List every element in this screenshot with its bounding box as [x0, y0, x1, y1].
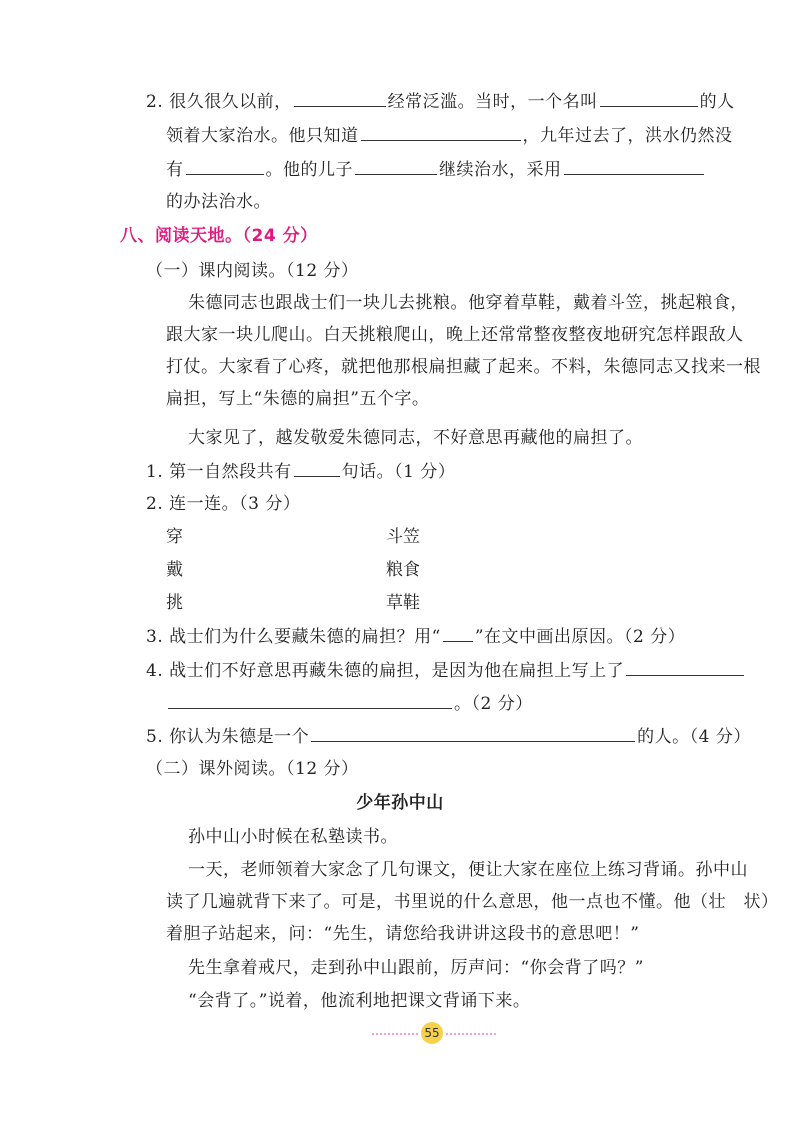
answer-blank[interactable]: [564, 158, 704, 175]
question-text: 3. 战士们为什么要藏朱德的扁担？用“: [146, 627, 441, 647]
part1-heading: （一）课内阅读。（12 分）: [146, 261, 359, 281]
match-right-item[interactable]: 斗笠: [386, 527, 420, 547]
page-footer: [0, 1022, 800, 1046]
question-text: 1. 第一自然段共有: [146, 462, 292, 482]
q2-line-3: [166, 158, 706, 181]
answer-blank[interactable]: [168, 692, 452, 709]
q2-line-2: [166, 124, 733, 147]
part1-q4-cont: [166, 692, 533, 715]
question-text: 4. 战士们不好意思再藏朱德的扁担，是因为他在扁担上写上了: [146, 661, 625, 681]
part1-q4: [146, 659, 746, 682]
question-text: 。（2 分）: [454, 694, 533, 714]
q2-text: 有: [166, 160, 184, 180]
story-line: 着胆子站起来，问：“先生，请您给我讲讲这段书的意思吧！”: [166, 924, 640, 944]
answer-blank[interactable]: [186, 158, 264, 175]
q2-text: 继续治水，采用: [439, 160, 562, 180]
question-text: 句话。（1 分）: [341, 462, 456, 482]
q2-text: 2. 很久很久以前，: [146, 92, 292, 112]
match-right-item[interactable]: 草鞋: [386, 593, 420, 613]
story-line: 一天，老师领着大家念了几句课文，便让大家在座位上练习背诵。孙中山: [188, 860, 748, 880]
answer-blank[interactable]: [626, 659, 744, 676]
story-line: 读了几遍就背下来了。可是，书里说的什么意思，他一点也不懂。他（壮 状）: [166, 892, 779, 912]
passage-line: 扁担，写上“朱德的扁担”五个字。: [166, 389, 430, 409]
story-title: 少年孙中山: [356, 793, 444, 813]
footer-ornament: [446, 1033, 496, 1035]
q2-text: 。他的儿子: [265, 160, 353, 180]
passage-line: 朱德同志也跟战士们一块儿去挑粮。他穿着草鞋，戴着斗笠，挑起粮食，: [188, 293, 748, 313]
q2-text: ，九年过去了，洪水仍然没: [522, 126, 733, 146]
underline-sample: [443, 625, 473, 642]
part1-q2: 2. 连一连。（3 分）: [146, 494, 301, 514]
part2-heading: （二）课外阅读。（12 分）: [146, 759, 359, 779]
page-number: 55: [421, 1022, 443, 1044]
answer-blank[interactable]: [294, 90, 386, 107]
footer-ornament: [372, 1033, 418, 1035]
part1-q3: [146, 625, 685, 648]
match-left-item[interactable]: 戴: [166, 560, 183, 580]
match-left-item[interactable]: 挑: [166, 593, 183, 613]
passage-line: 打仗。大家看了心疼，就把他那根扁担藏了起来。不料，朱德同志又找来一根: [166, 357, 761, 377]
q2-line-1: [146, 90, 735, 113]
part1-q5: [146, 725, 751, 748]
answer-blank[interactable]: [294, 460, 340, 477]
question-text: 5. 你认为朱德是一个: [146, 727, 310, 747]
q2-line-4: 的办法治水。: [166, 192, 271, 212]
match-right-item[interactable]: 粮食: [386, 560, 420, 580]
question-text: ”在文中画出原因。（2 分）: [474, 627, 686, 647]
question-text: 的人。（4 分）: [637, 727, 751, 747]
q2-text: 的人: [699, 92, 735, 112]
q2-text: 经常泛滥。当时，一个名叫: [387, 92, 598, 112]
section-8-title: 八、阅读天地。（24 分）: [120, 226, 318, 246]
answer-blank[interactable]: [311, 725, 635, 742]
passage-line: 跟大家一块儿爬山。白天挑粮爬山，晚上还常常整夜整夜地研究怎样跟敌人: [166, 325, 744, 345]
passage-line: 大家见了，越发敬爱朱德同志，不好意思再藏他的扁担了。: [188, 428, 643, 448]
story-line: 孙中山小时候在私塾读书。: [188, 827, 398, 847]
story-line: “会背了。”说着，他流利地把课文背诵下来。: [188, 991, 531, 1011]
q2-text: 领着大家治水。他只知道: [166, 126, 359, 146]
answer-blank[interactable]: [600, 90, 698, 107]
answer-blank[interactable]: [355, 158, 437, 175]
part1-q1: [146, 460, 455, 483]
match-left-item[interactable]: 穿: [166, 527, 183, 547]
answer-blank[interactable]: [361, 124, 521, 141]
story-line: 先生拿着戒尺，走到孙中山跟前，厉声问：“你会背了吗？”: [188, 958, 644, 978]
